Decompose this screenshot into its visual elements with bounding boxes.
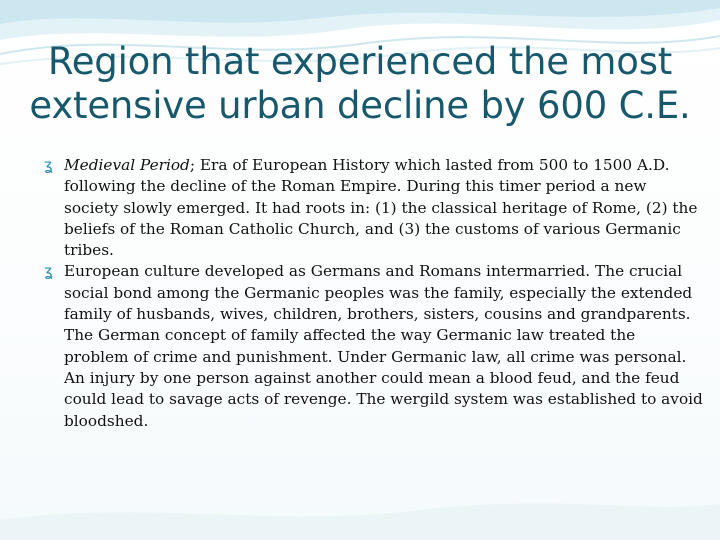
bullet-text: ; Era of European History which lasted from 500 to 1500 A.D. following the decline of the Roman Empire. During this timer period a new society slowly emerged. It had roots in: (1) the classical heritage of Rome, (2) the beliefs of the Roman Catholic Church, and (3) the customs of various Germanic tribes. — [64, 156, 698, 260]
bullet-item-european-culture — [44, 261, 704, 431]
z-bullet-icon: ʓ — [44, 156, 53, 174]
bullet-item-medieval-period — [44, 155, 704, 261]
slide-title: Region that experienced the most extensive urban decline by 600 C.E. — [29, 40, 691, 127]
z-bullet-icon: ʓ — [44, 262, 53, 281]
lead-term: Medieval Period — [64, 156, 190, 174]
bullet-text: European culture developed as Germans and Romans intermarried. The crucial social bond among the Germanic peoples was the family, especially the extended family of husbands, wives, children, brothers, sisters, cousins and grandparents. The German concept of family affected the way Germanic law treated the problem of crime and punishment. Under Germanic law, all crime was personal. An injury by one person against another could mean a blood feud, and the feud could lead to savage acts of revenge. The wergild system was established to avoid bloodshed. — [64, 262, 703, 430]
bottom-wave-decoration — [0, 480, 720, 540]
slide-body — [44, 155, 704, 432]
